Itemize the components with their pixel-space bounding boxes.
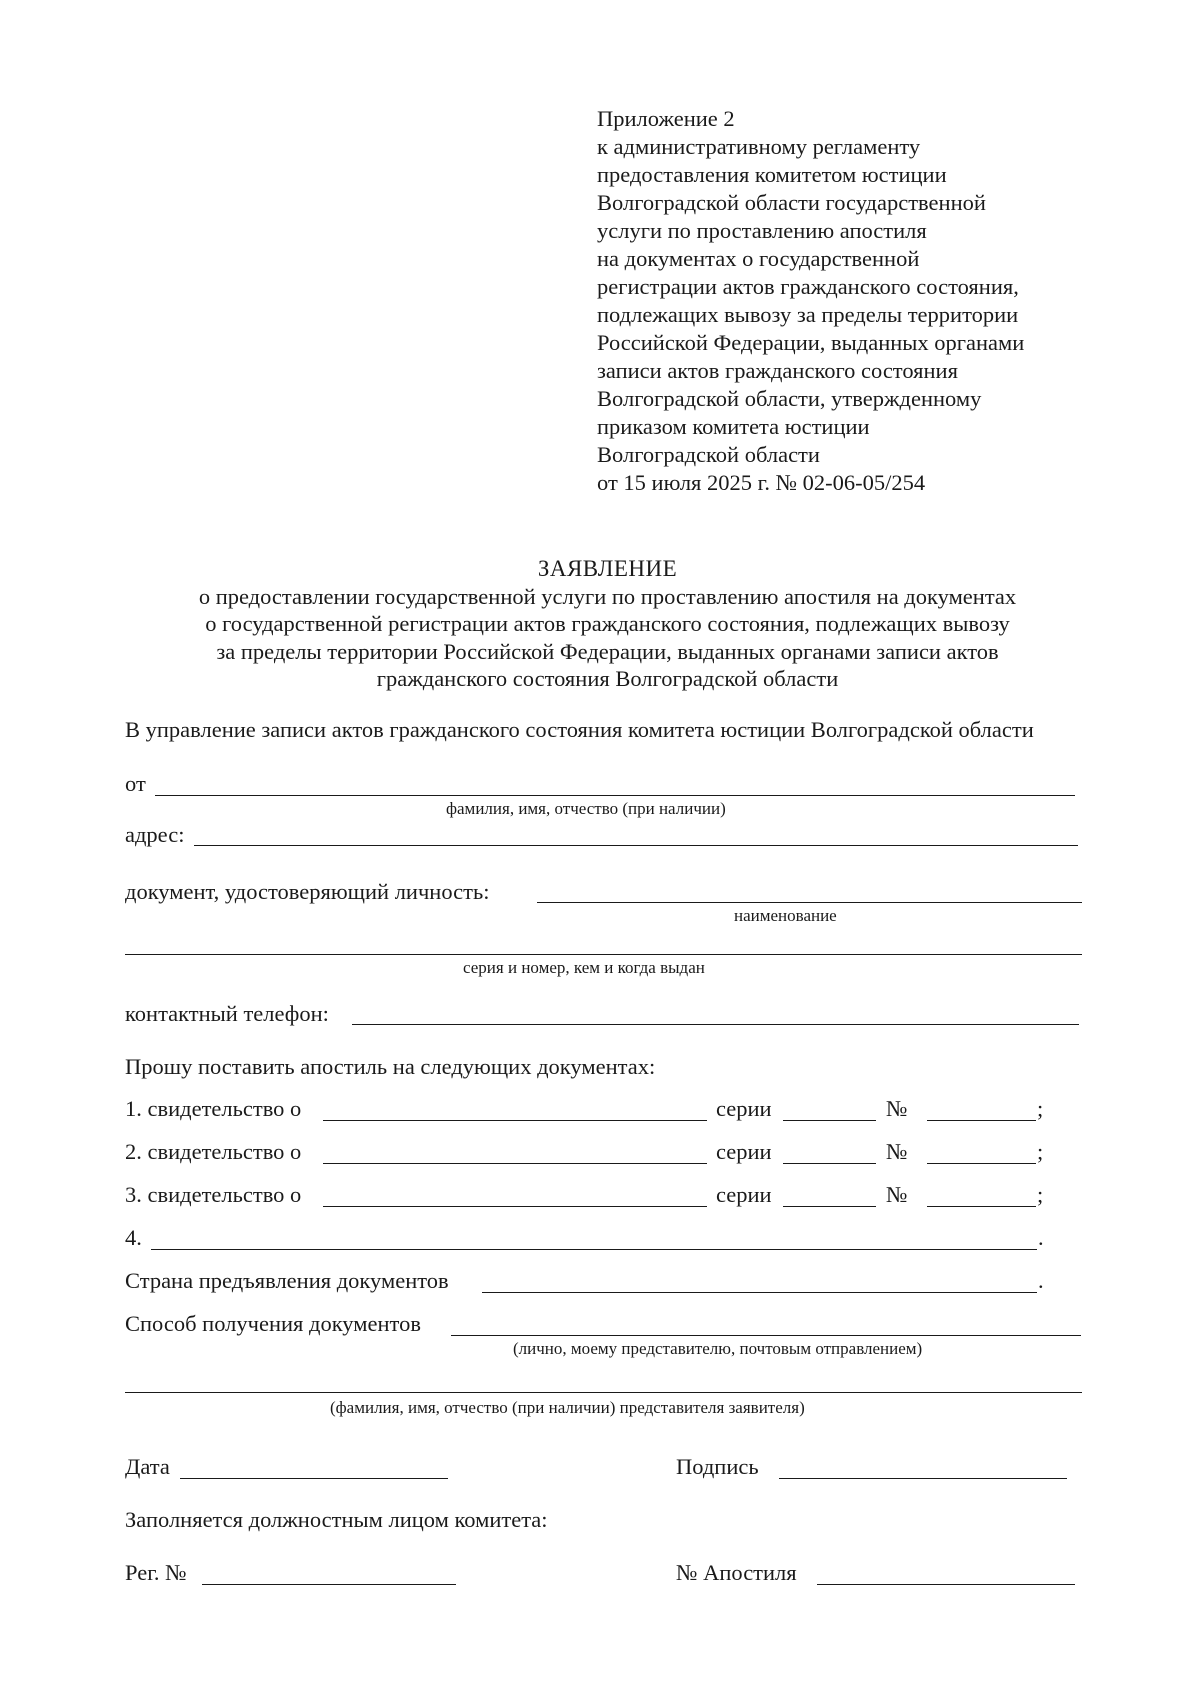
id-doc-series-field-line[interactable] [125,954,1082,955]
item-1-number-field-line[interactable] [927,1120,1036,1121]
address-field-line[interactable] [194,845,1078,846]
reg-number-field-line[interactable] [202,1584,456,1585]
item-2-label: 2. свидетельство о [125,1139,302,1164]
appendix-line: услуги по проставлению апостиля [597,218,927,243]
item-1-number-label: № [886,1096,908,1121]
request-text: Прошу поставить апостиль на следующих документах: [125,1054,656,1079]
country-end: . [1038,1268,1044,1293]
from-field-line[interactable] [155,795,1075,796]
item-4-field-line[interactable] [151,1249,1037,1250]
reg-number-label: Рег. № [125,1560,187,1585]
id-doc-name-field-line[interactable] [537,902,1082,903]
id-doc-label: документ, удостоверяющий личность: [125,879,490,904]
method-caption: (лично, моему представителю, почтовым отправлением) [513,1339,923,1358]
statement-title: ЗАЯВЛЕНИЕ [537,556,678,581]
item-2-end: ; [1037,1139,1044,1164]
appendix-line: от 15 июля 2025 г. № 02-06-05/254 [597,470,926,495]
appendix-line: Российской Федерации, выданных органами [597,330,1025,355]
item-1-type-field-line[interactable] [323,1120,707,1121]
appendix-line: Волгоградской области [597,442,820,467]
appendix-block [597,105,1024,497]
item-2-series-label: серии [716,1139,772,1164]
country-label: Страна предъявления документов [125,1268,449,1293]
item-4-end: . [1038,1225,1044,1250]
appendix-line: регистрации актов гражданского состояния, [597,274,1019,299]
apostille-number-label: № Апостиля [676,1560,797,1585]
addressee-text: В управление записи актов гражданского состояния комитета юстиции Волгоградской области [125,717,1034,742]
item-2-series-field-line[interactable] [783,1163,876,1164]
item-1-label: 1. свидетельство о [125,1096,302,1121]
from-label: от [125,771,146,796]
statement-subtitle-line: о государственной регистрации актов гражданского состояния, подлежащих вывозу [205,611,1010,636]
method-label: Способ получения документов [125,1311,421,1336]
phone-field-line[interactable] [352,1024,1079,1025]
date-field-line[interactable] [180,1478,448,1479]
appendix-line: Приложение 2 [597,106,735,131]
statement-subtitle-line: гражданского состояния Волгоградской области [376,666,839,691]
appendix-line: Волгоградской области государственной [597,190,986,215]
phone-label: контактный телефон: [125,1001,329,1026]
appendix-line: записи актов гражданского состояния [597,358,958,383]
address-label: адрес: [125,822,185,847]
statement-title-block [120,555,1095,693]
item-2-type-field-line[interactable] [323,1163,707,1164]
representative-field-line[interactable] [125,1392,1082,1393]
id-doc-series-caption: серия и номер, кем и когда выдан [463,958,705,977]
item-1-end: ; [1037,1096,1044,1121]
item-3-series-field-line[interactable] [783,1206,876,1207]
country-field-line[interactable] [482,1292,1037,1293]
date-label: Дата [125,1454,170,1479]
item-1-series-field-line[interactable] [783,1120,876,1121]
appendix-line: приказом комитета юстиции [597,414,870,439]
method-field-line[interactable] [451,1335,1081,1336]
representative-caption: (фамилия, имя, отчество (при наличии) представителя заявителя) [330,1398,805,1417]
item-3-end: ; [1037,1182,1044,1207]
item-3-number-label: № [886,1182,908,1207]
from-caption: фамилия, имя, отчество (при наличии) [446,799,726,818]
official-text: Заполняется должностным лицом комитета: [125,1507,548,1532]
item-1-series-label: серии [716,1096,772,1121]
signature-label: Подпись [676,1454,759,1479]
statement-subtitle-line: за пределы территории Российской Федерации, выданных органами записи актов [216,638,999,664]
statement-subtitle-line: о предоставлении государственной услуги по проставлению апостиля на документах [198,583,1017,609]
appendix-line: предоставления комитетом юстиции [597,162,947,187]
appendix-line: к административному регламенту [597,134,921,159]
item-3-type-field-line[interactable] [323,1206,707,1207]
appendix-line: на документах о государственной [597,246,920,271]
apostille-number-field-line[interactable] [817,1584,1075,1585]
item-2-number-label: № [886,1139,908,1164]
item-3-label: 3. свидетельство о [125,1182,302,1207]
item-4-label: 4. [125,1225,142,1250]
appendix-line: подлежащих вывозу за пределы территории [597,302,1019,327]
item-3-number-field-line[interactable] [927,1206,1036,1207]
signature-field-line[interactable] [779,1478,1067,1479]
item-3-series-label: серии [716,1182,772,1207]
id-doc-caption: наименование [734,906,837,925]
appendix-line: Волгоградской области, утвержденному [597,386,982,411]
item-2-number-field-line[interactable] [927,1163,1036,1164]
